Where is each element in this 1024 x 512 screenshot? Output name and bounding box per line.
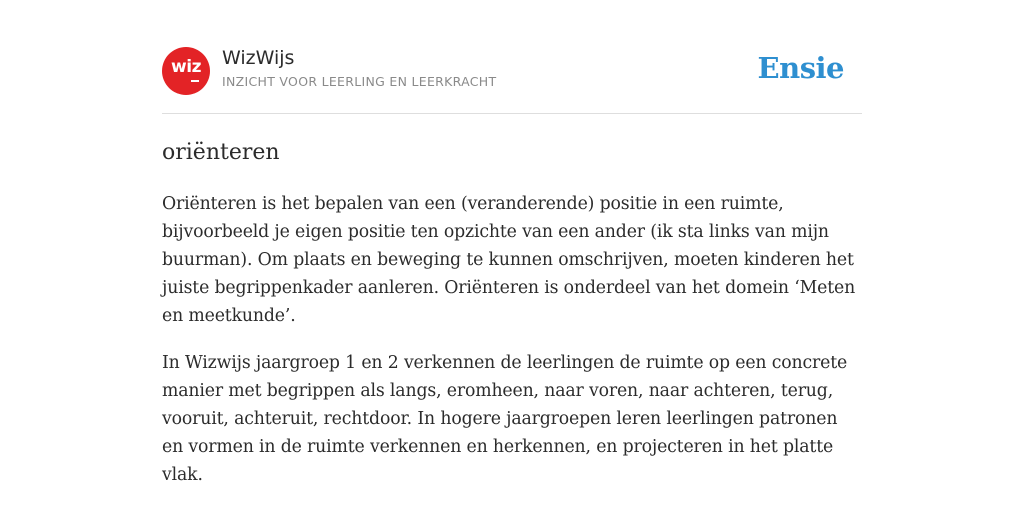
header-divider [162,113,862,114]
page-title: oriënteren [162,140,280,165]
definition-paragraph-1: Oriënteren is het bepalen van een (veranderende) positie in een ruimte, bijvoorbeeld je eigen positie ten opzichte van een ander (ik sta links van mijn buurman). Om plaats en beweging te kunnen omschrijven, moeten kinderen het juiste begrippenkader aanleren. Oriënteren is onderdeel van het domein ‘Meten en meetkunde’. [162,194,856,326]
brand-name[interactable]: WizWijs [222,47,295,69]
wizwijs-logo[interactable] [162,47,210,95]
logo-underline-mark [191,80,199,82]
definition-body [162,190,862,489]
logo-text: wiz [171,57,201,77]
brand-tagline: INZICHT VOOR LEERLING EN LEERKRACHT [222,74,497,89]
header [162,46,862,96]
definition-paragraph-2: In Wizwijs jaargroep 1 en 2 verkennen de leerlingen de ruimte op een concrete manier met begrippen als langs, eromheen, naar voren, naar achteren, terug, vooruit, achteruit, rechtdoor. In hogere jaargroepen leren leerlingen patronen en vormen in de ruimte verkennen en herkennen, en projecteren in het platte vlak. [162,353,848,485]
ensie-logo[interactable]: Ensie [757,51,844,85]
